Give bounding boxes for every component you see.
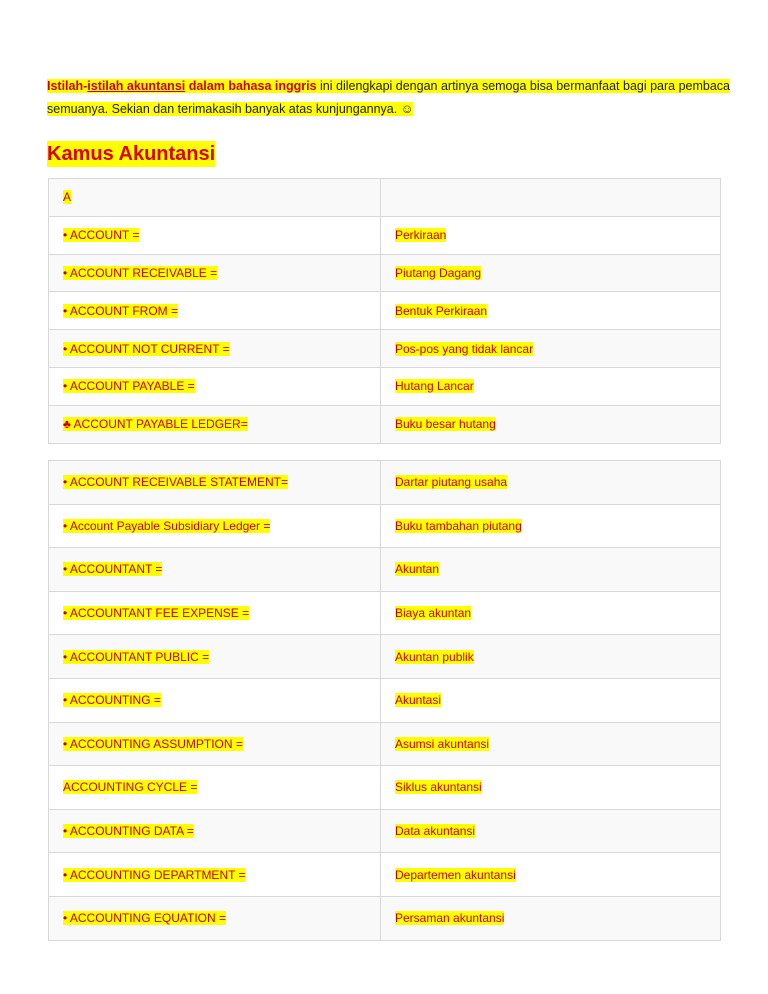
term-cell: [49, 766, 381, 810]
term-text: • ACCOUNTING DATA =: [63, 824, 194, 839]
table-row: [49, 216, 721, 254]
meaning-cell: [381, 678, 721, 722]
term-cell: [49, 292, 381, 330]
table-row: [49, 254, 721, 292]
meaning-cell: [381, 330, 721, 368]
term-text: • ACCOUNTANT FEE EXPENSE =: [63, 606, 250, 621]
meaning-text: Perkiraan: [395, 228, 447, 243]
meaning-text: Hutang Lancar: [395, 379, 474, 394]
term-text: • Account Payable Subsidiary Ledger =: [63, 518, 271, 533]
term-text: ♣ ACCOUNT PAYABLE LEDGER=: [63, 417, 248, 432]
term-text: • ACCOUNTING ASSUMPTION =: [63, 736, 243, 751]
meaning-text: Buku tambahan piutang: [395, 518, 522, 533]
intro-link[interactable]: istilah akuntansi: [87, 79, 186, 93]
table-row: [49, 722, 721, 766]
term-text: • ACCOUNT FROM =: [63, 303, 178, 318]
term-cell: [49, 896, 381, 940]
table-row: [49, 292, 721, 330]
meaning-cell: [381, 504, 721, 548]
table-row: [49, 405, 721, 443]
term-text: • ACCOUNTING DEPARTMENT =: [63, 867, 246, 882]
term-text: ACCOUNTING CYCLE =: [63, 780, 198, 795]
meaning-text: Data akuntansi: [395, 824, 476, 839]
meaning-text: Siklus akuntansi: [395, 780, 482, 795]
meaning-text: Akuntan publik: [395, 649, 474, 664]
meaning-text: Departemen akuntansi: [395, 867, 516, 882]
meaning-text: Biaya akuntan: [395, 606, 472, 621]
meaning-cell: [381, 254, 721, 292]
term-cell: [49, 548, 381, 592]
term-cell: [49, 635, 381, 679]
term-text: • ACCOUNTING EQUATION =: [63, 911, 226, 926]
page-title: Kamus Akuntansi: [47, 143, 216, 165]
term-cell: [49, 216, 381, 254]
term-text: • ACCOUNTANT PUBLIC =: [63, 649, 210, 664]
term-text: • ACCOUNT =: [63, 228, 140, 243]
table-row: [49, 678, 721, 722]
term-cell: [49, 809, 381, 853]
meaning-cell: [381, 722, 721, 766]
term-cell: [49, 405, 381, 443]
table-row: [49, 367, 721, 405]
meaning-cell: [381, 367, 721, 405]
meaning-text: Persaman akuntansi: [395, 911, 505, 926]
meaning-text: Akuntasi: [395, 693, 442, 708]
meaning-text: Buku besar hutang: [395, 417, 496, 432]
term-cell: [49, 591, 381, 635]
meaning-cell: [381, 548, 721, 592]
intro-paragraph: [47, 75, 737, 121]
meaning-cell: [381, 635, 721, 679]
term-cell: [49, 330, 381, 368]
term-cell: [49, 461, 381, 505]
meaning-cell: [381, 591, 721, 635]
meaning-text: Bentuk Perkiraan: [395, 303, 488, 318]
meaning-cell: [381, 461, 721, 505]
table-row: [49, 504, 721, 548]
intro-bold-1: Istilah-: [47, 79, 88, 93]
meaning-cell: [381, 766, 721, 810]
term-cell: [49, 504, 381, 548]
meaning-cell: [381, 292, 721, 330]
term-cell: [49, 254, 381, 292]
meaning-cell: [381, 809, 721, 853]
meaning-text: Piutang Dagang: [395, 265, 482, 280]
meaning-cell: [381, 216, 721, 254]
glossary-table-1: [48, 178, 721, 444]
term-text: • ACCOUNTING =: [63, 693, 161, 708]
term-cell: [49, 367, 381, 405]
meaning-text: Akuntan: [395, 562, 440, 577]
table-row: [49, 853, 721, 897]
term-text: • ACCOUNTANT =: [63, 562, 163, 577]
intro-text: ini dilengkapi dengan artinya semoga bisa bermanfaat bagi para pembaca semuanya. Sekian dan terimakasih banyak atas kunjungannya. ☺: [47, 79, 731, 116]
letter-cell: [49, 179, 381, 217]
meaning-cell: [381, 853, 721, 897]
term-text: • ACCOUNT RECEIVABLE STATEMENT=: [63, 475, 289, 490]
table-row: [49, 330, 721, 368]
table-row: [49, 548, 721, 592]
table-row-letter: [49, 179, 721, 217]
table-row: [49, 766, 721, 810]
term-cell: [49, 722, 381, 766]
table-row: [49, 461, 721, 505]
table-row: [49, 896, 721, 940]
term-text: • ACCOUNT RECEIVABLE =: [63, 265, 218, 280]
intro-bold-2: dalam bahasa inggris: [185, 79, 317, 93]
table-row: [49, 591, 721, 635]
letter-label: A: [63, 190, 72, 205]
meaning-cell: [381, 405, 721, 443]
table-row: [49, 809, 721, 853]
empty-cell: [381, 179, 721, 217]
table-row: [49, 635, 721, 679]
glossary-table-2: [48, 460, 721, 941]
term-cell: [49, 678, 381, 722]
term-cell: [49, 853, 381, 897]
meaning-text: Asumsi akuntansi: [395, 736, 490, 751]
term-text: • ACCOUNT PAYABLE =: [63, 379, 195, 394]
term-text: • ACCOUNT NOT CURRENT =: [63, 341, 230, 356]
meaning-text: Dartar piutang usaha: [395, 475, 508, 490]
meaning-cell: [381, 896, 721, 940]
meaning-text: Pos-pos yang tidak lancar: [395, 341, 534, 356]
